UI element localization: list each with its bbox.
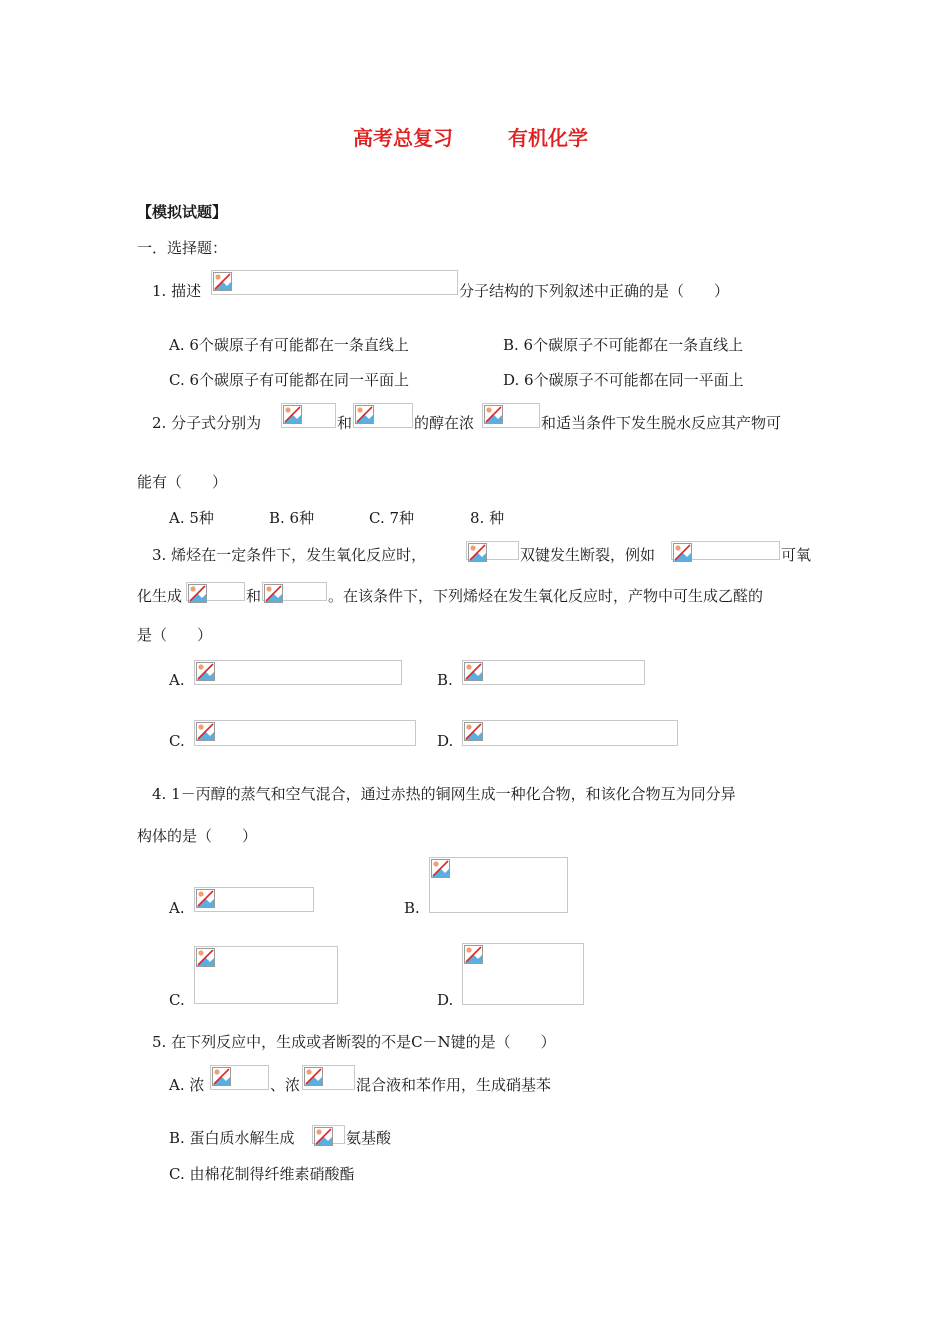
broken-image-icon bbox=[464, 722, 484, 742]
q4-stem-line2: 构体的是（ ） bbox=[137, 827, 258, 845]
q2-stem-post: 和适当条件下发生脱水反应其产物可 bbox=[541, 414, 782, 432]
section-header: 【模拟试题】 bbox=[137, 203, 228, 221]
q3-stem-pre: 3. 烯烃在一定条件下，发生氧化反应时， bbox=[152, 546, 427, 564]
q2-stem-mid1: 和 bbox=[337, 414, 353, 432]
q2-option-a: A. 5种 bbox=[169, 509, 214, 527]
q3-option-a-label: A. bbox=[169, 671, 185, 689]
q2-formula-image-1 bbox=[281, 403, 336, 428]
q3-formula-image-1 bbox=[466, 541, 519, 560]
q4-option-a-image bbox=[194, 887, 314, 912]
q3-line3: 是（ ） bbox=[137, 626, 213, 644]
broken-image-icon bbox=[212, 1067, 232, 1087]
broken-image-icon bbox=[188, 584, 208, 604]
q3-line2-mid: 和 bbox=[246, 587, 262, 605]
q2-stem-mid2: 的醇在浓 bbox=[414, 414, 475, 432]
q5-option-b-post: 氨基酸 bbox=[346, 1129, 392, 1147]
broken-image-icon bbox=[431, 859, 451, 879]
q3-line2-pre: 化生成 bbox=[137, 587, 183, 605]
q3-option-b-image bbox=[462, 660, 645, 685]
q5-stem: 5. 在下列反应中，生成或者断裂的不是C－N键的是（ ） bbox=[152, 1033, 556, 1051]
q1-option-c: C. 6个碳原子有可能都在同一平面上 bbox=[169, 371, 410, 389]
broken-image-icon bbox=[464, 945, 484, 965]
q3-stem-mid1: 双键发生断裂，例如 bbox=[520, 546, 656, 564]
broken-image-icon bbox=[484, 405, 504, 425]
broken-image-icon bbox=[213, 272, 233, 292]
q1-option-b: B. 6个碳原子不可能都在一条直线上 bbox=[503, 336, 744, 354]
q5-option-c: C. 由棉花制得纤维素硝酸酯 bbox=[169, 1165, 355, 1183]
q2-formula-image-3 bbox=[482, 403, 540, 428]
q4-option-a-label: A. bbox=[169, 899, 185, 917]
q2-option-c: C. 7种 bbox=[369, 509, 415, 527]
q4-option-b-image bbox=[429, 857, 568, 913]
q4-option-c-image bbox=[194, 946, 338, 1004]
q1-stem-post: 分子结构的下列叙述中正确的是（ ） bbox=[459, 282, 730, 300]
q4-option-c-label: C. bbox=[169, 991, 185, 1009]
broken-image-icon bbox=[304, 1067, 324, 1087]
q1-option-a: A. 6个碳原子有可能都在一条直线上 bbox=[169, 336, 409, 354]
broken-image-icon bbox=[314, 1127, 334, 1147]
q2-option-b: B. 6种 bbox=[269, 509, 315, 527]
broken-image-icon bbox=[673, 543, 693, 563]
broken-image-icon bbox=[468, 543, 488, 563]
q3-option-c-image bbox=[194, 720, 416, 746]
q1-formula-image bbox=[211, 270, 458, 295]
broken-image-icon bbox=[464, 662, 484, 682]
q3-stem-post: 可氧 bbox=[781, 546, 812, 564]
q3-option-d-label: D. bbox=[437, 732, 454, 750]
broken-image-icon bbox=[264, 584, 284, 604]
q5-option-a-image-1 bbox=[210, 1065, 269, 1090]
q2-formula-image-2 bbox=[353, 403, 413, 428]
q3-line2-post: 。在该条件下，下列烯烃在发生氧化反应时，产物中可生成乙醛的 bbox=[328, 587, 764, 605]
q2-stem-cont: 能有（ ） bbox=[137, 473, 228, 491]
title-part1: 高考总复习 bbox=[353, 126, 453, 150]
q4-option-d-image bbox=[462, 943, 584, 1005]
q1-stem-pre: 1. 描述 bbox=[152, 282, 202, 300]
title-part2: 有机化学 bbox=[508, 126, 588, 150]
q3-formula-image-3 bbox=[186, 582, 245, 601]
broken-image-icon bbox=[196, 662, 216, 682]
q5-option-a-pre: A. 浓 bbox=[169, 1076, 205, 1094]
q3-option-b-label: B. bbox=[437, 671, 453, 689]
q2-option-d: 8. 种 bbox=[470, 509, 505, 527]
broken-image-icon bbox=[355, 405, 375, 425]
q4-option-d-label: D. bbox=[437, 991, 454, 1009]
q3-formula-image-2 bbox=[671, 541, 780, 560]
q5-option-a-post: 混合液和苯作用，生成硝基苯 bbox=[356, 1076, 552, 1094]
q3-option-d-image bbox=[462, 720, 678, 746]
q3-option-a-image bbox=[194, 660, 402, 685]
broken-image-icon bbox=[196, 948, 216, 968]
q3-formula-image-4 bbox=[262, 582, 327, 601]
q5-option-a-image-2 bbox=[302, 1065, 355, 1090]
q4-option-b-label: B. bbox=[404, 899, 420, 917]
q5-option-a-mid: 、浓 bbox=[270, 1076, 301, 1094]
q5-option-b-image bbox=[312, 1125, 345, 1144]
q2-stem-pre: 2. 分子式分别为 bbox=[152, 414, 262, 432]
broken-image-icon bbox=[196, 722, 216, 742]
q3-option-c-label: C. bbox=[169, 732, 185, 750]
broken-image-icon bbox=[196, 889, 216, 909]
broken-image-icon bbox=[283, 405, 303, 425]
q1-option-d: D. 6个碳原子不可能都在同一平面上 bbox=[503, 371, 744, 389]
q4-stem-line1: 4. 1－丙醇的蒸气和空气混合，通过赤热的铜网生成一种化合物，和该化合物互为同分异 bbox=[152, 785, 736, 803]
q5-option-b-pre: B. 蛋白质水解生成 bbox=[169, 1129, 295, 1147]
part-heading: 一．选择题： bbox=[137, 239, 228, 257]
